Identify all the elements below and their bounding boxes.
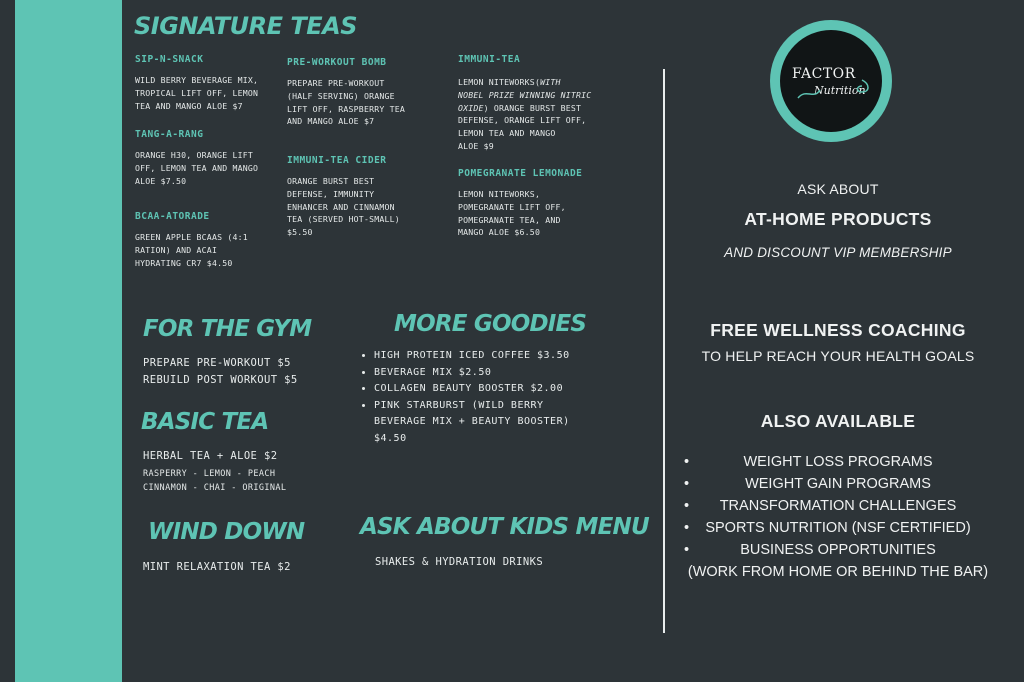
available-item: • BUSINESS OPPORTUNITIES bbox=[684, 542, 936, 558]
item-desc-line: TROPICAL LIFT OFF, LEMON bbox=[135, 87, 259, 98]
item-desc-line: ALOE $9 bbox=[458, 140, 494, 151]
item-desc-line: (HALF SERVING) ORANGE bbox=[287, 90, 395, 101]
health-goals-note: TO HELP REACH YOUR HEALTH GOALS bbox=[701, 348, 975, 364]
item-desc-line: LIFT OFF, RASPBERRY TEA bbox=[287, 103, 405, 114]
accent-stripe bbox=[15, 0, 122, 682]
goodies-item: • BEVERAGE MIX $2.50 bbox=[374, 365, 580, 382]
gym-list bbox=[143, 355, 298, 389]
available-list bbox=[678, 451, 998, 583]
vip-membership-note: AND DISCOUNT VIP MEMBERSHIP bbox=[724, 245, 952, 260]
item-desc-line: OXIDE) ORANGE BURST BEST bbox=[458, 102, 582, 113]
item-desc-line: LEMON NITEWORKS, bbox=[458, 189, 541, 199]
item-desc-line: ORANGE BURST BEST bbox=[287, 176, 375, 186]
item-desc-line: $5.50 bbox=[287, 227, 313, 238]
goodies-list bbox=[360, 348, 580, 447]
menu-item-immuni-tea-cider bbox=[287, 155, 437, 239]
basic-tea-title: BASIC TEA bbox=[141, 409, 269, 435]
gym-item: PREPARE PRE-WORKOUT $5 bbox=[143, 357, 291, 369]
item-name: IMMUNI-TEA bbox=[458, 54, 521, 65]
menu-item-pre-workout-bomb bbox=[287, 57, 437, 128]
vertical-divider bbox=[663, 69, 665, 633]
item-desc-line: TEA AND MANGO ALOE $7 bbox=[135, 100, 243, 111]
item-desc-line: TEA (SERVED HOT-SMALL) bbox=[287, 214, 400, 225]
available-item: • SPORTS NUTRITION (NSF CERTIFIED) bbox=[684, 520, 971, 536]
goodies-item: • COLLAGEN BEAUTY BOOSTER $2.00 bbox=[374, 381, 580, 398]
item-desc-line: WILD BERRY BEVERAGE MIX, bbox=[135, 75, 259, 85]
for-the-gym-title: FOR THE GYM bbox=[143, 316, 312, 342]
item-name: TANG-A-RANG bbox=[135, 129, 204, 140]
signature-teas-title: SIGNATURE TEAS bbox=[134, 12, 357, 40]
available-item-note: (WORK FROM HOME OR BEHIND THE BAR) bbox=[687, 564, 989, 580]
item-desc-line: ENHANCER AND CINNAMON bbox=[287, 201, 395, 212]
item-desc-line: ORANGE H30, ORANGE LIFT bbox=[135, 150, 253, 160]
at-home-products-heading: AT-HOME PRODUCTS bbox=[744, 209, 932, 229]
goodies-item: • HIGH PROTEIN ICED COFFEE $3.50 bbox=[374, 348, 580, 365]
item-name: PRE-WORKOUT BOMB bbox=[287, 57, 387, 68]
item-desc-line: LEMON TEA AND MANGO bbox=[458, 128, 556, 139]
wind-down-title: WIND DOWN bbox=[148, 519, 305, 545]
menu-item-sip-n-snack bbox=[135, 54, 285, 112]
wellness-coaching-heading: FREE WELLNESS COACHING bbox=[710, 320, 966, 340]
item-desc-line: POMEGRANATE LIFT OFF, bbox=[458, 201, 566, 212]
item-desc-line: HYDRATING CR7 $4.50 bbox=[135, 257, 233, 268]
menu-item-tang-a-rang bbox=[135, 129, 285, 187]
flavor-line: RASPERRY - LEMON - PEACH bbox=[143, 469, 276, 479]
item-desc-line: AND MANGO ALOE $7 bbox=[287, 116, 375, 127]
item-desc-line: GREEN APPLE BCAAS (4:1 bbox=[135, 232, 248, 242]
item-name: POMEGRANATE LEMONADE bbox=[458, 168, 583, 179]
flavor-line: CINNAMON - CHAI - ORIGINAL bbox=[143, 483, 287, 493]
basic-tea-line: HERBAL TEA + ALOE $2 bbox=[143, 450, 278, 462]
menu-item-immuni-tea bbox=[458, 54, 608, 153]
item-desc-line: LEMON NITEWORKS(WITH bbox=[458, 77, 561, 87]
ask-about-label: ASK ABOUT bbox=[797, 181, 879, 197]
more-goodies-title: MORE GOODIES bbox=[394, 311, 587, 337]
wind-down-line: MINT RELAXATION TEA $2 bbox=[143, 561, 291, 573]
also-available-heading: ALSO AVAILABLE bbox=[760, 411, 916, 431]
menu-item-bcaa-atorade bbox=[135, 211, 285, 269]
available-item: • WEIGHT GAIN PROGRAMS bbox=[684, 476, 931, 492]
item-desc-line: MANGO ALOE $6.50 bbox=[458, 227, 541, 238]
kids-menu-title: ASK ABOUT KIDS MENU bbox=[360, 514, 649, 540]
basic-tea-flavors bbox=[143, 467, 286, 495]
item-desc-line: POMEGRANATE TEA, AND bbox=[458, 214, 561, 225]
gym-item: REBUILD POST WORKOUT $5 bbox=[143, 374, 298, 386]
item-desc-line: RATION) AND ACAI bbox=[135, 244, 218, 255]
available-item: • WEIGHT LOSS PROGRAMS bbox=[684, 454, 933, 470]
menu-item-pomegranate-lemonade bbox=[458, 168, 618, 239]
item-name: IMMUNI-TEA CIDER bbox=[287, 155, 387, 166]
goodies-item: • PINK STARBURST (WILD BERRY BEVERAGE MIX + BEAUTY BOOSTER) $4.50 bbox=[374, 398, 580, 448]
item-desc-line: DEFENSE, ORANGE LIFT OFF, bbox=[458, 115, 587, 126]
item-desc-line: ALOE $7.50 bbox=[135, 175, 187, 186]
item-name: BCAA-ATORADE bbox=[135, 211, 210, 222]
item-desc-line: PREPARE PRE-WORKOUT bbox=[287, 78, 385, 88]
kids-menu-line: SHAKES & HYDRATION DRINKS bbox=[375, 556, 544, 568]
item-desc-line: NOBEL PRIZE WINNING NITRIC bbox=[458, 89, 592, 100]
factor-nutrition-logo bbox=[770, 20, 892, 142]
logo-swirl-icon bbox=[794, 78, 874, 102]
available-item: • TRANSFORMATION CHALLENGES bbox=[684, 498, 957, 514]
logo-word-nutrition: Nutrition bbox=[814, 84, 866, 97]
item-name: SIP-N-SNACK bbox=[135, 54, 204, 65]
item-desc-line: OFF, LEMON TEA AND MANGO bbox=[135, 162, 259, 173]
item-desc-line: DEFENSE, IMMUNITY bbox=[287, 188, 375, 199]
logo-word-factor: FACTOR bbox=[792, 66, 856, 82]
